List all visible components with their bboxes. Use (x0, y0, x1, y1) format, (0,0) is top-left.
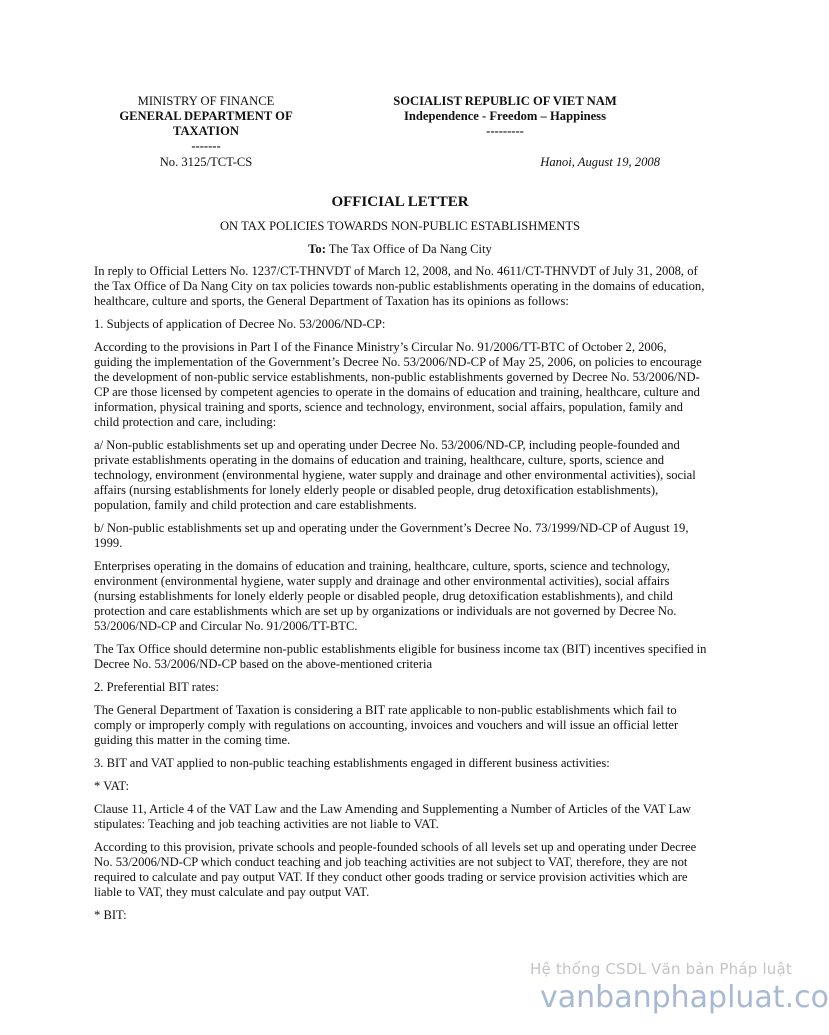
watermark-site: vanbanphapluat.co (540, 980, 829, 1015)
national-header (360, 94, 650, 139)
recipient-value: The Tax Office of Da Nang City (325, 242, 492, 256)
body-paragraph: According to the provisions in Part I of the Finance Ministry’s Circular No. 91/2006/TT-BTC of October 2, 2006, guiding the implementation of the Government’s Decree No. 53/2006/ND-CP of May 25, 2006, on policies to encourage the development of non-public service establishments, non-public establishments governed by Decree No. 53/2006/ND-CP are those licensed by competent agencies to operate in the domains of education and training, healthcare, culture and information, physical training and sports, science and technology, environment, social affairs, population, family and child protection and care, including: (94, 340, 702, 429)
body-paragraph: Enterprises operating in the domains of education and training, healthcare, culture, sports, science and technology, environment (environmental hygiene, water supply and drainage and other environmental activities), social affairs (nursing establishments for lonely elderly people or disabled people, drug detoxification establishments), and child protection and care establishments which are set up by organizations or individuals are not governed by Decree No. 53/2006/ND-CP and Circular No. 91/2006/TT-BTC. (94, 559, 677, 633)
body-paragraph: The General Department of Taxation is considering a BIT rate applicable to non-public establishments which fail to comply or improperly comply with regulations on accounting, invoices and vouchers and will issue an official letter guiding this matter in the coming time. (94, 703, 679, 747)
body-paragraph: The Tax Office should determine non-public establishments eligible for business income tax (BIT) incentives specified in Decree No. 53/2006/ND-CP based on the above-mentioned criteria (94, 642, 707, 671)
subsection-heading: * VAT: (94, 779, 129, 793)
recipient-line (0, 242, 800, 257)
body-paragraph: According to this provision, private schools and people-founded schools of all levels set up and operating under Decree No. 53/2006/ND-CP which conduct teaching and job teaching activities are not subject to VAT, therefore, they are not required to calculate and pay output VAT. If they conduct other goods trading or service provision activities which are liable to VAT, they must calculate and pay output VAT. (94, 840, 697, 899)
ministry-name: MINISTRY OF FINANCE (137, 94, 275, 108)
body-paragraph: b/ Non-public establishments set up and operating under the Government’s Decree No. 73/1999/ND-CP of August 19, 1999. (94, 521, 689, 550)
section-heading: 3. BIT and VAT applied to non-public teaching establishments engaged in different business activities: (94, 756, 610, 770)
section-heading: 2. Preferential BIT rates: (94, 680, 219, 694)
body-paragraph: In reply to Official Letters No. 1237/CT-THNVDT of March 12, 2008, and No. 4611/CT-THNVDT of July 31, 2008, of the Tax Office of Da Nang City on tax policies towards non-public establishments operating in the domains of education, healthcare, culture and sports, the General Department of Taxation has its opinions as follows: (94, 264, 705, 308)
section-heading: 1. Subjects of application of Decree No. 53/2006/ND-CP: (94, 317, 386, 331)
letter-body (94, 264, 708, 931)
issuer-block (96, 94, 316, 154)
issuer-divider: ------- (191, 139, 221, 153)
department-name: GENERAL DEPARTMENT OF TAXATION (119, 109, 293, 138)
watermark-caption: Hệ thống CSDL Văn bản Pháp luật (529, 960, 792, 978)
document-subtitle: ON TAX POLICIES TOWARDS NON-PUBLIC ESTABLISHMENTS (219, 219, 581, 233)
motto-divider: --------- (486, 124, 524, 138)
document-date: Hanoi, August 19, 2008 (540, 155, 660, 169)
recipient-label: To: (308, 242, 326, 256)
national-motto: Independence - Freedom – Happiness (404, 109, 606, 123)
body-paragraph: a/ Non-public establishments set up and operating under Decree No. 53/2006/ND-CP, including people-founded and private establishments operating in the domains of education and training, healthcare, culture, sports, science and technology, environment (environmental hygiene, water supply and drainage and other environmental activities), social affairs (nursing establishments for lonely elderly people or disabled people, drug detoxification establishments), population, family and child protection and care establishments. (94, 438, 696, 512)
republic-name: SOCIALIST REPUBLIC OF VIET NAM (393, 94, 617, 108)
document-title: OFFICIAL LETTER (331, 194, 469, 210)
body-paragraph: Clause 11, Article 4 of the VAT Law and the Law Amending and Supplementing a Number of Articles of the VAT Law stipulates: Teaching and job teaching activities are not liable to VAT. (94, 802, 691, 831)
subsection-heading: * BIT: (94, 908, 127, 922)
document-number: No. 3125/TCT-CS (159, 155, 253, 169)
